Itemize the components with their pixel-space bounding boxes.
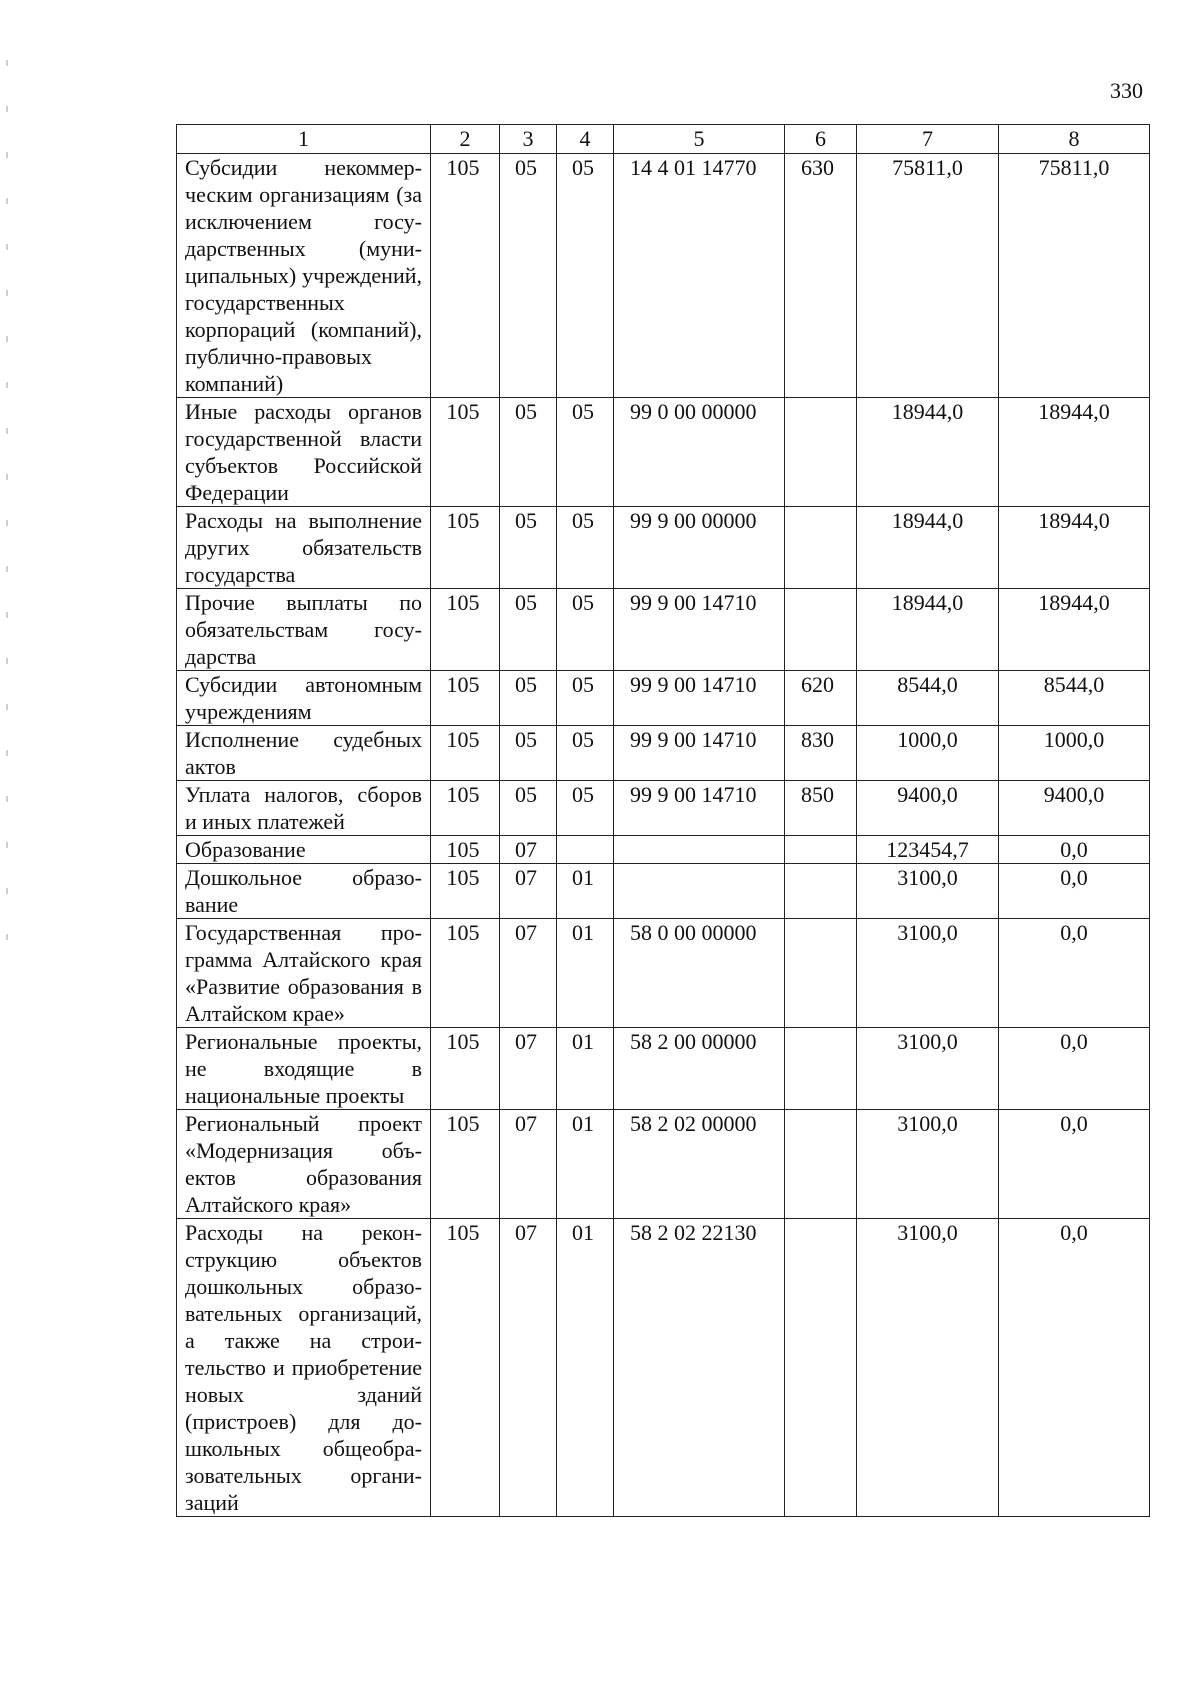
row-name-cell: Прочие выплаты по обязательствам государства [177,589,431,671]
subsection-cell: 05 [557,507,614,589]
amount-year2-cell: 18944,0 [999,589,1150,671]
ministry-code-cell: 105 [431,1110,500,1219]
header-cell: 2 [431,125,500,154]
ministry-code-cell: 105 [431,398,500,507]
target-article-cell [614,836,785,864]
ministry-code-cell: 105 [431,726,500,781]
budget-table [176,124,1150,1517]
row-name-cell: Региональные проекты, не входящие в национальные проекты [177,1028,431,1110]
ministry-code-cell: 105 [431,919,500,1028]
subsection-cell: 05 [557,671,614,726]
amount-year1-cell: 1000,0 [857,726,999,781]
header-cell: 1 [177,125,431,154]
ministry-code-cell: 105 [431,1219,500,1517]
page-number: 330 [1110,78,1143,103]
target-article-cell: 99 0 00 00000 [614,398,785,507]
ministry-code-cell: 105 [431,864,500,919]
amount-year2-cell: 0,0 [999,836,1150,864]
target-article-cell [614,864,785,919]
row-name-cell: Государственная программа Алтайского края «Развитие образования в Алтайском крае» [177,919,431,1028]
subsection-cell: 05 [557,781,614,836]
section-cell: 05 [500,154,557,398]
amount-year1-cell: 18944,0 [857,398,999,507]
table-row [177,781,1150,836]
amount-year2-cell: 75811,0 [999,154,1150,398]
target-article-cell: 58 2 00 00000 [614,1028,785,1110]
target-article-cell: 58 2 02 22130 [614,1219,785,1517]
amount-year1-cell: 3100,0 [857,1110,999,1219]
subsection-cell: 05 [557,589,614,671]
header-cell: 3 [500,125,557,154]
header-row [177,125,1150,154]
table-row [177,154,1150,398]
target-article-cell: 99 9 00 14710 [614,589,785,671]
amount-year2-cell: 0,0 [999,864,1150,919]
row-name-cell: Образование [177,836,431,864]
row-name-cell: Субсидии некоммерческим организациям (за исключением государственных (муниципальных) учреждений, государственных корпораций (компаний), публично-правовых компаний) [177,154,431,398]
section-cell: 07 [500,1028,557,1110]
section-cell: 07 [500,1110,557,1219]
header-cell: 4 [557,125,614,154]
ministry-code-cell: 105 [431,836,500,864]
amount-year1-cell: 3100,0 [857,1028,999,1110]
section-cell: 05 [500,781,557,836]
target-article-cell: 58 0 00 00000 [614,919,785,1028]
amount-year2-cell: 18944,0 [999,507,1150,589]
target-article-cell: 99 9 00 14710 [614,671,785,726]
table-body [177,154,1150,1517]
amount-year2-cell: 9400,0 [999,781,1150,836]
row-name-cell: Региональный проект «Модернизация объектов образования Алтайского края» [177,1110,431,1219]
expense-type-cell [785,1219,857,1517]
scan-edge-marks [6,60,10,960]
amount-year1-cell: 18944,0 [857,507,999,589]
row-name-cell: Субсидии автономным учреждениям [177,671,431,726]
amount-year2-cell: 0,0 [999,919,1150,1028]
amount-year2-cell: 0,0 [999,1110,1150,1219]
subsection-cell [557,836,614,864]
expense-type-cell [785,864,857,919]
table-row [177,726,1150,781]
row-name-cell: Уплата налогов, сборов и иных платежей [177,781,431,836]
amount-year2-cell: 18944,0 [999,398,1150,507]
amount-year2-cell: 0,0 [999,1219,1150,1517]
ministry-code-cell: 105 [431,671,500,726]
target-article-cell: 58 2 02 00000 [614,1110,785,1219]
section-cell: 05 [500,726,557,781]
table-row [177,507,1150,589]
row-name-cell: Расходы на выполнение других обязательств государства [177,507,431,589]
table-row [177,589,1150,671]
header-cell: 6 [785,125,857,154]
amount-year1-cell: 9400,0 [857,781,999,836]
subsection-cell: 01 [557,919,614,1028]
target-article-cell: 14 4 01 14770 [614,154,785,398]
expense-type-cell: 630 [785,154,857,398]
table-row [177,836,1150,864]
ministry-code-cell: 105 [431,781,500,836]
amount-year1-cell: 3100,0 [857,1219,999,1517]
ministry-code-cell: 105 [431,589,500,671]
amount-year2-cell: 0,0 [999,1028,1150,1110]
amount-year2-cell: 1000,0 [999,726,1150,781]
amount-year1-cell: 3100,0 [857,864,999,919]
target-article-cell: 99 9 00 14710 [614,726,785,781]
section-cell: 05 [500,671,557,726]
section-cell: 05 [500,398,557,507]
ministry-code-cell: 105 [431,1028,500,1110]
section-cell: 05 [500,507,557,589]
section-cell: 07 [500,864,557,919]
table-row [177,1219,1150,1517]
expense-type-cell [785,589,857,671]
expense-type-cell: 620 [785,671,857,726]
table-row [177,671,1150,726]
ministry-code-cell: 105 [431,507,500,589]
table-row [177,864,1150,919]
amount-year1-cell: 123454,7 [857,836,999,864]
subsection-cell: 05 [557,726,614,781]
header-cell: 5 [614,125,785,154]
subsection-cell: 01 [557,1028,614,1110]
expense-type-cell: 850 [785,781,857,836]
expense-type-cell [785,507,857,589]
section-cell: 05 [500,589,557,671]
amount-year1-cell: 8544,0 [857,671,999,726]
amount-year2-cell: 8544,0 [999,671,1150,726]
row-name-cell: Дошкольное образование [177,864,431,919]
row-name-cell: Исполнение судебных актов [177,726,431,781]
header-cell: 8 [999,125,1150,154]
table-row [177,398,1150,507]
expense-type-cell [785,1110,857,1219]
expense-type-cell: 830 [785,726,857,781]
row-name-cell: Иные расходы органов государственной власти субъектов Российской Федерации [177,398,431,507]
section-cell: 07 [500,919,557,1028]
target-article-cell: 99 9 00 00000 [614,507,785,589]
subsection-cell: 01 [557,1219,614,1517]
table-row [177,1028,1150,1110]
amount-year1-cell: 3100,0 [857,919,999,1028]
table-row [177,1110,1150,1219]
target-article-cell: 99 9 00 14710 [614,781,785,836]
header-cell: 7 [857,125,999,154]
expense-type-cell [785,398,857,507]
row-name-cell: Расходы на реконструкцию объектов дошкольных образовательных организаций, а также на строительство и приобретение новых зданий (пристроев) для дошкольных общеобразовательных организаций [177,1219,431,1517]
subsection-cell: 05 [557,398,614,507]
section-cell: 07 [500,1219,557,1517]
expense-type-cell [785,836,857,864]
subsection-cell: 01 [557,1110,614,1219]
expense-type-cell [785,919,857,1028]
subsection-cell: 05 [557,154,614,398]
ministry-code-cell: 105 [431,154,500,398]
amount-year1-cell: 18944,0 [857,589,999,671]
table-row [177,919,1150,1028]
amount-year1-cell: 75811,0 [857,154,999,398]
subsection-cell: 01 [557,864,614,919]
section-cell: 07 [500,836,557,864]
expense-type-cell [785,1028,857,1110]
